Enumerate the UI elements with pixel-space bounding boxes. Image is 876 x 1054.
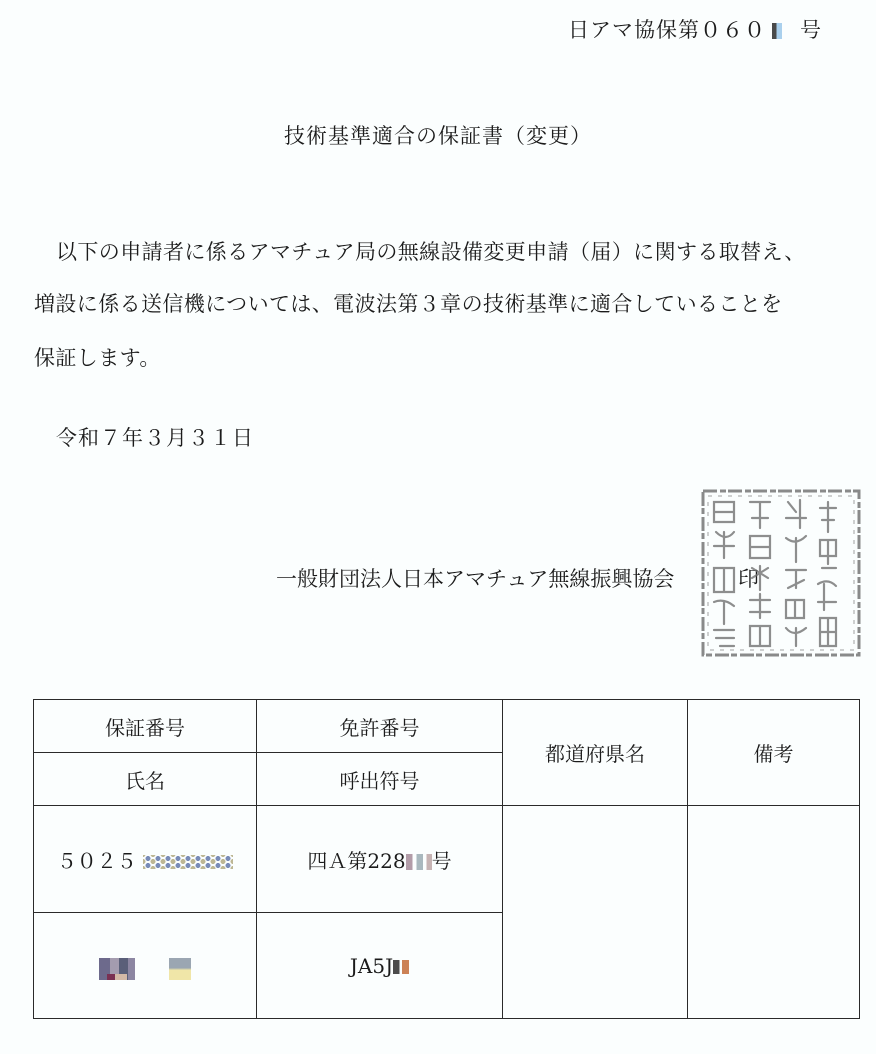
license-number-prefix: 四Ａ第228 — [307, 848, 406, 873]
redacted-name-part-1 — [99, 958, 135, 980]
cell-prefecture — [503, 806, 688, 1019]
body-line-3: 保証します。 — [34, 346, 161, 370]
redacted-call-sign-suffix — [393, 960, 409, 974]
issuer-name: 一般財団法人日本アマチュア無線振興協会 — [276, 567, 675, 591]
guarantee-table — [33, 699, 860, 1019]
document-number-prefix: 日アマ協保第０６０ — [568, 18, 766, 42]
official-seal-stamp — [700, 488, 862, 658]
header-guarantee-number: 保証番号 — [34, 700, 257, 753]
header-prefecture: 都道府県名 — [503, 700, 688, 806]
guarantee-number-visible: ５０２５ — [56, 848, 137, 873]
redacted-guarantee-digits — [143, 855, 233, 869]
body-line-2: 増設に係る送信機については、電波法第３章の技術基準に適合していることを — [34, 292, 783, 316]
body-line-1: 以下の申請者に係るアマチュア局の無線設備変更申請（届）に関する取替え、 — [56, 240, 806, 264]
issue-date: 令和７年３月３１日 — [56, 426, 254, 450]
redacted-name-part-2 — [169, 958, 191, 980]
redacted-number — [772, 23, 782, 39]
document-number — [568, 14, 822, 44]
redacted-name — [34, 958, 256, 980]
header-license-number: 免許番号 — [257, 700, 503, 753]
cell-guarantee-number — [34, 806, 257, 913]
header-call-sign: 呼出符号 — [257, 753, 503, 806]
header-name: 氏名 — [34, 753, 257, 806]
seal-mark: 印 — [738, 567, 759, 591]
cell-remarks — [688, 806, 860, 1019]
cell-license-number — [257, 806, 503, 913]
header-remarks: 備考 — [688, 700, 860, 806]
document-number-suffix: 号 — [800, 18, 822, 42]
redacted-license-digits — [406, 854, 432, 870]
document-title: 技術基準適合の保証書（変更） — [284, 124, 592, 148]
call-sign-visible: JA5J — [349, 953, 394, 978]
cell-name — [34, 913, 257, 1019]
cell-call-sign — [257, 913, 503, 1019]
license-number-suffix: 号 — [431, 848, 452, 873]
